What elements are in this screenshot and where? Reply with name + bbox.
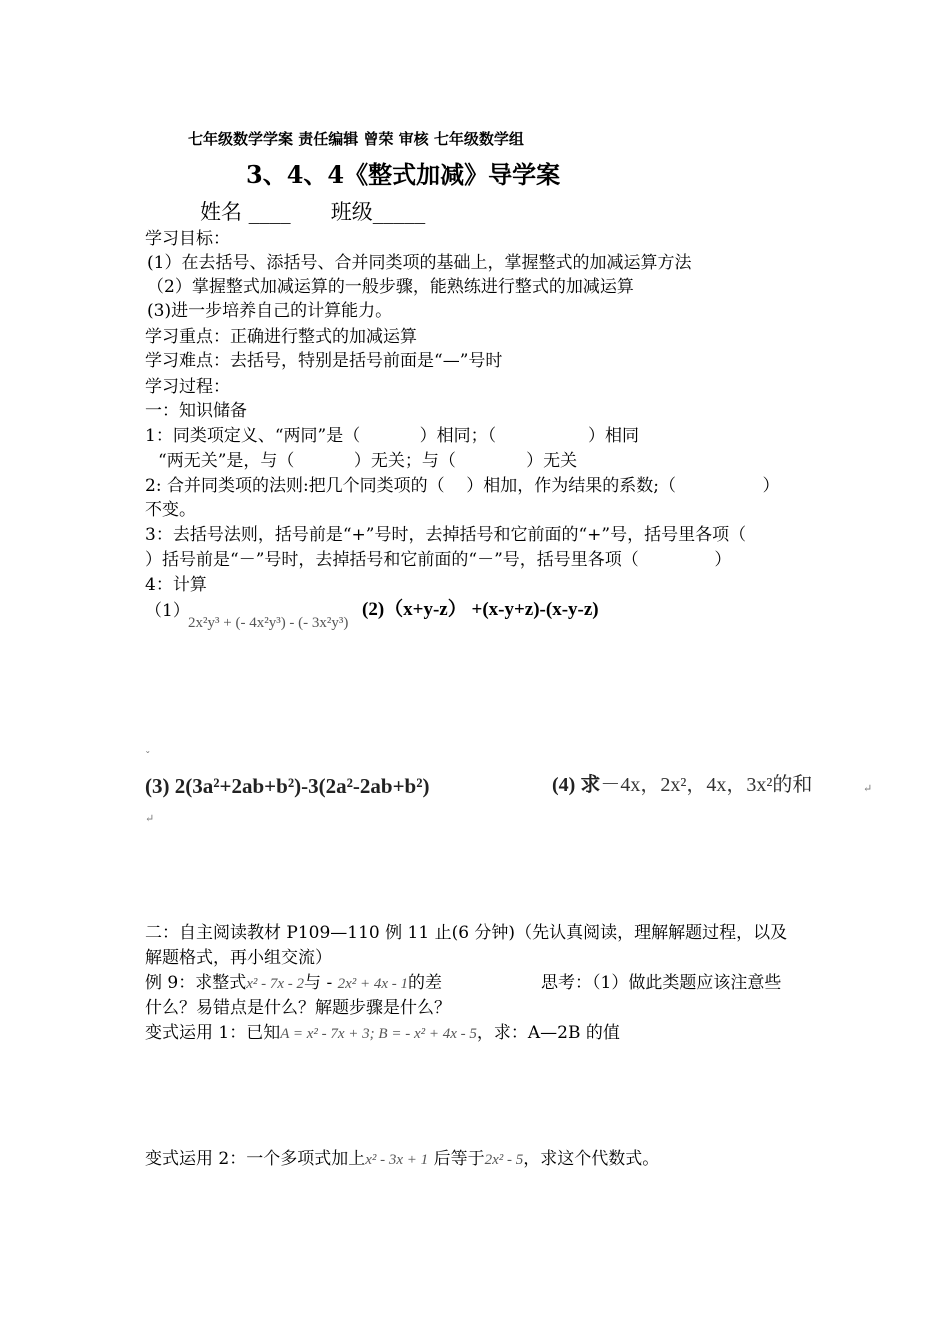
question-2a: 2: 合并同类项的法则:把几个同类项的（ ）相加，作为结果的系数;（ ） [145, 476, 780, 496]
variant-2-expr1: x² - 3x + 1 [365, 1152, 429, 1168]
example-9-expr1: x² - 7x - 2 [246, 976, 305, 992]
calc-3 [145, 772, 430, 800]
variant-1-expr: A = x² - 7x + 3; B = - x² + 4x - 5 [280, 1026, 477, 1042]
calc-4-terms: －4x，2x²，4x，3x² [600, 774, 773, 796]
question-1a: 1：同类项定义、“两同”是（ ）相同；（ ）相同 [145, 426, 640, 446]
variant-2-expr2: 2x² - 5 [484, 1152, 524, 1168]
objective-item: (3)进一步培养自己的计算能力。 [147, 301, 393, 321]
paragraph-mark: ↵ [145, 812, 155, 825]
section2-heading-b: 解题格式，再小组交流） [145, 948, 332, 968]
question-4: 4：计算 [145, 575, 207, 595]
question-2b: 不变。 [145, 500, 196, 520]
paragraph-mark: ↵ [863, 782, 873, 795]
calc-4-text-b: 的和 [772, 772, 813, 796]
think-question: 思考：（1）做此类题应该注意些 [541, 973, 782, 993]
page-header: 七年级数学学案 责任编辑 曾荣 审核 七年级数学组 [188, 130, 524, 148]
name-class-line: 姓名 ____ 班级_____ [200, 200, 426, 224]
calc-1-expression: 2x²y³ + (- 4x²y³) - (- 3x²y³) [188, 615, 349, 631]
calc-2-expression: (2)（x+y-z） +(x-y+z)-(x-y-z) [362, 599, 599, 620]
calc-4-label: (4) [552, 774, 581, 796]
variant-2-mid: 后等于 [428, 1149, 485, 1169]
question-1b: “两无关”是，与（ ）无关；与（ ）无关 [158, 451, 578, 471]
objective-item: （2）掌握整式加减运算的一般步骤，能熟练进行整式的加减运算 [147, 277, 634, 297]
question-3a: 3：去括号法则，括号前是“+”号时，去掉括号和它前面的“+”号，括号里各项（ [145, 525, 747, 545]
variant-1-prefix: 变式运用 1：已知 [145, 1023, 281, 1043]
page-title: 3、4、4《整式加减》导学案 [246, 160, 561, 189]
section2-heading-a: 二：自主阅读教材 P109—110 例 11 止(6 分钟)（先认真阅读，理解解题过程，以及 [145, 923, 788, 943]
example-9-expr2: 2x² + 4x - 1 [337, 976, 409, 992]
calc-3-expression: 2(3a²+2ab+b²)-3(2a²-2ab+b²) [174, 774, 430, 798]
calc-1-label: （1） [145, 601, 190, 621]
difficulty: 学习难点：去括号，特别是括号前面是“—”号时 [145, 351, 503, 371]
variant-1-suffix: ，求：A—2B 的值 [476, 1023, 620, 1043]
calc-3-label: (3) [145, 774, 175, 798]
objective-item: (1）在去括号、添括号、合并同类项的基础上，掌握整式的加减运算方法 [147, 253, 692, 273]
calc-4 [552, 770, 812, 799]
process-heading: 学习过程： [145, 377, 230, 397]
example-9 [145, 972, 442, 995]
question-3b: ）括号前是“－”号时，去掉括号和它前面的“－”号，括号里各项（ ） [145, 550, 732, 570]
variant-2-prefix: 变式运用 2：一个多项式加上 [145, 1149, 366, 1169]
example-9-prefix: 例 9：求整式 [145, 973, 247, 993]
calc-4-text-a: 求 [580, 772, 601, 796]
key-point: 学习重点：正确进行整式的加减运算 [145, 327, 417, 347]
think-question-b: 什么？易错点是什么？解题步骤是什么？ [145, 998, 451, 1018]
variant-1 [145, 1022, 620, 1045]
objectives-heading: 学习目标： [145, 229, 230, 249]
example-9-suffix: 的差 [408, 973, 443, 993]
variant-2 [145, 1148, 659, 1171]
section1-heading: 一：知识储备 [145, 401, 247, 421]
example-9-mid: 与 - [304, 973, 338, 993]
variant-2-suffix: ，求这个代数式。 [523, 1149, 660, 1169]
paragraph-mark: ˇ [145, 750, 151, 763]
